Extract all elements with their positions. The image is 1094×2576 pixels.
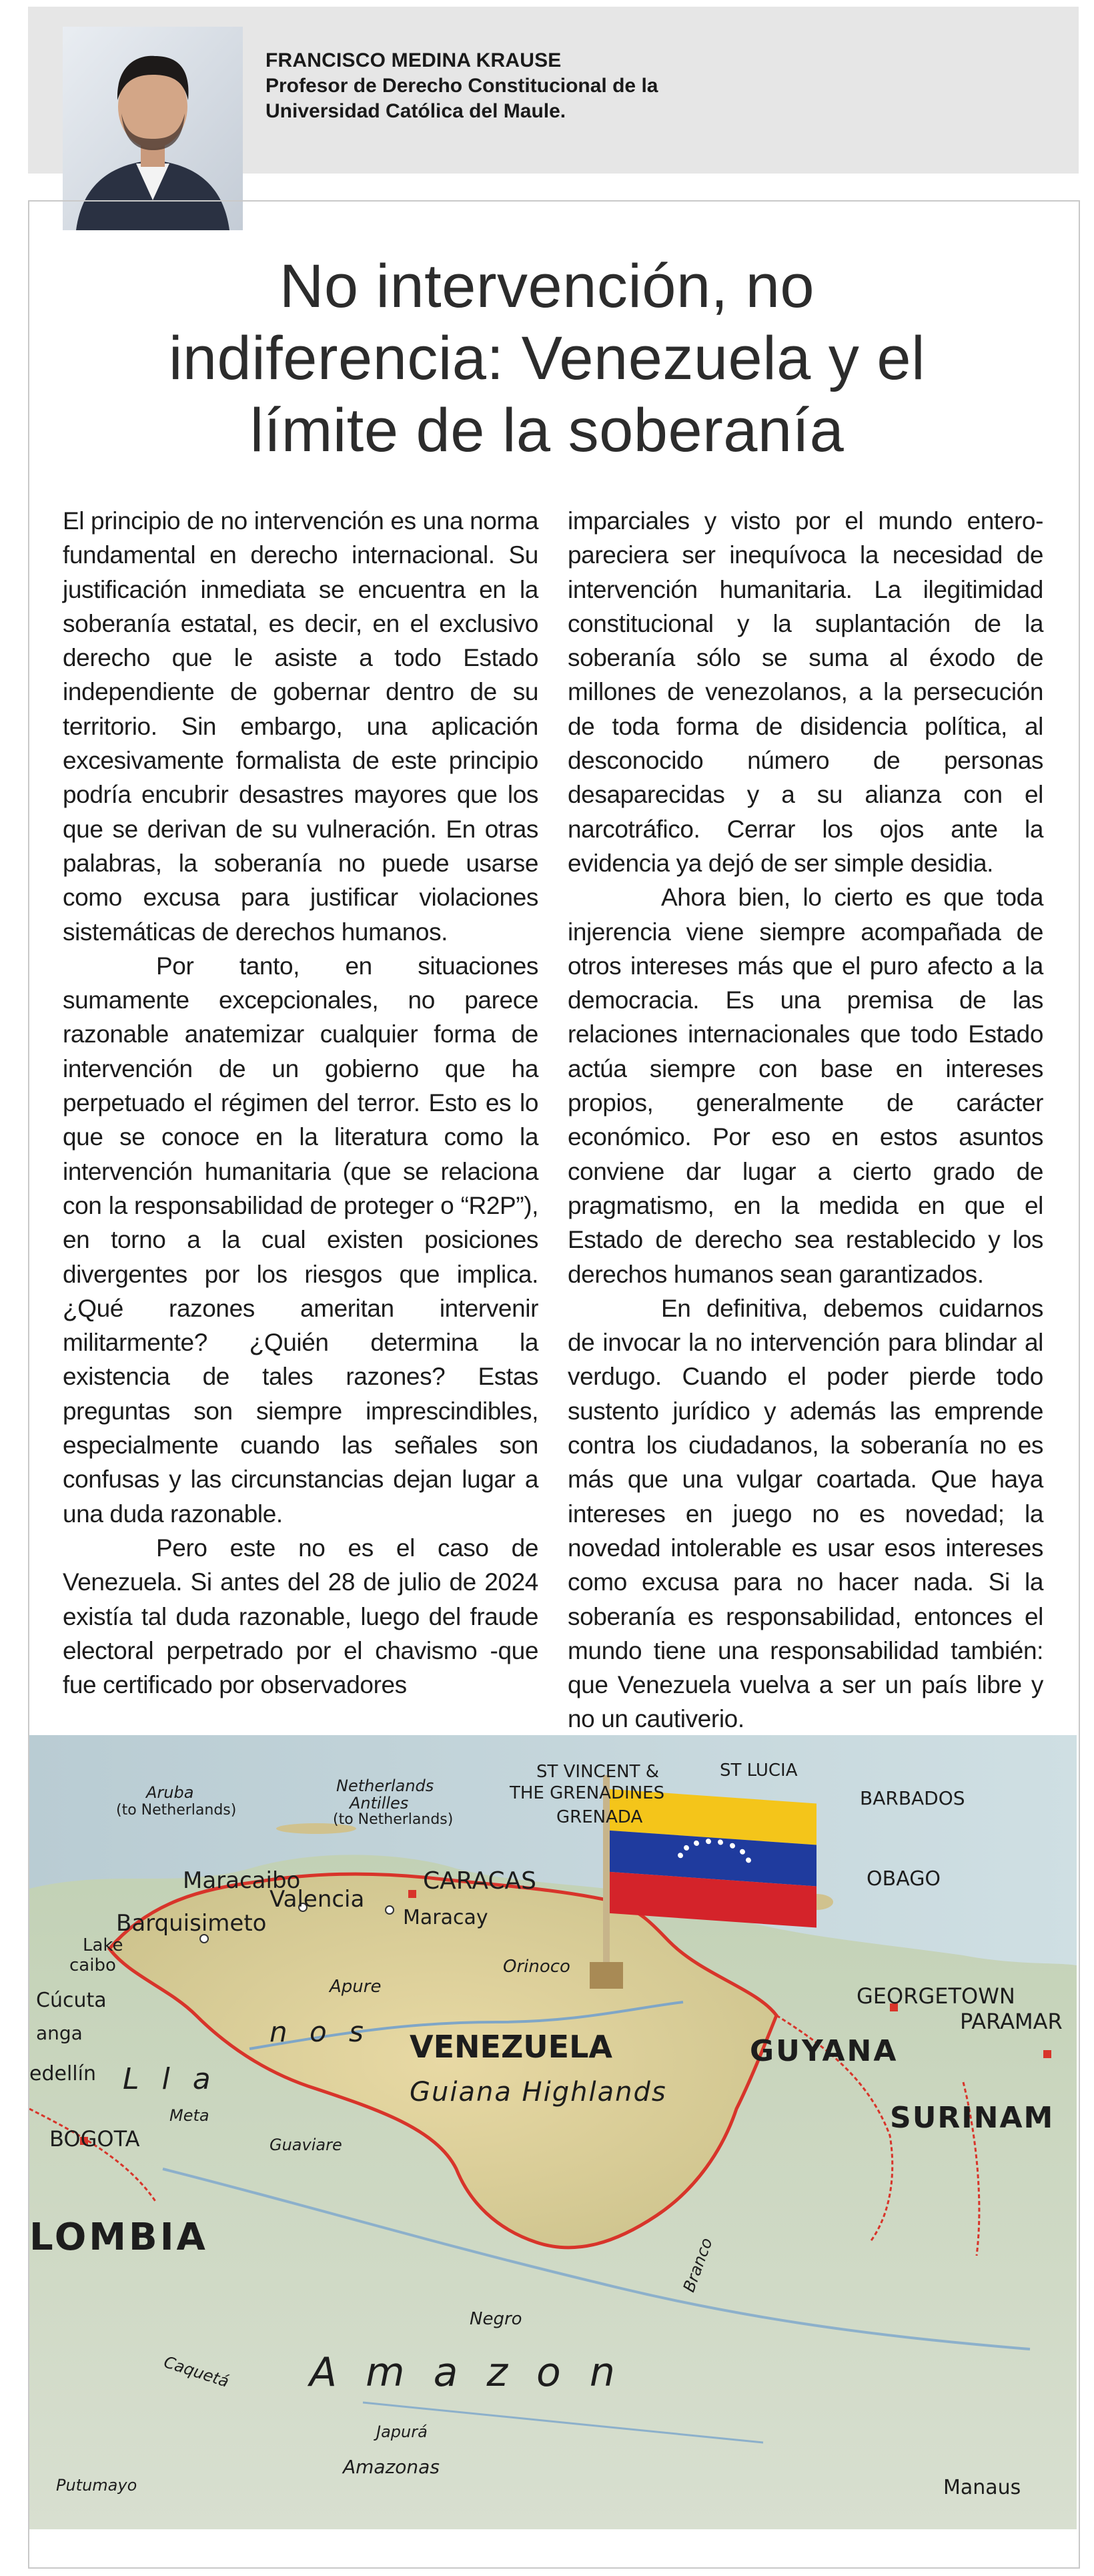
title-line-2: indiferencia: Venezuela y el	[168, 324, 926, 392]
map-label-maracay: Maracay	[403, 1906, 488, 1929]
map-label-guyana: GUYANA	[750, 2034, 899, 2068]
map-label-barquisimeto: Barquisimeto	[116, 1910, 267, 1937]
map-label-japura: Japurá	[376, 2423, 428, 2441]
map-label-manaus: Manaus	[943, 2476, 1021, 2499]
map-label-guiana-highlands: Guiana Highlands	[410, 2077, 667, 2108]
map-label-barbados: BARBADOS	[860, 1787, 965, 1809]
map-label-amazonas: Amazonas	[343, 2456, 440, 2478]
paragraph: Pero este no es el caso de Venezuela. Si antes del 28 de julio de 2024 existía tal duda razonable, luego del fraude electoral perpetrado por el chavismo -que fue certificado por observadores	[63, 1534, 538, 1699]
map-label-llanos-b: n o s	[269, 2015, 370, 2048]
map-label-colombia: LOMBIA	[29, 2216, 208, 2259]
paragraph: Por tanto, en situaciones sumamente excepcionales, no parece razonable anatemizar cualquier forma de intervención de un gobierno que ha perpetuado el régimen del terror. Esto es lo que se conoce en la literatura como la intervención humanitaria (que se relaciona con la responsabilidad de proteger o “R2P”), en torno a la cual existen posiciones divergentes por los riesgos que implica. ¿Qué razones ameritan intervenir militarmente? ¿Quién determina la existencia de tales razones? Estas preguntas son siempre imprescindibles, especialmente cuando las señales son confusas y las circunstancias dejan lugar a una duda razonable.	[63, 952, 538, 1528]
map-label-branco: Branco	[679, 2235, 716, 2295]
map-label-grenada: GRENADA	[556, 1807, 643, 1827]
article-title	[80, 250, 1014, 466]
map-label-netherlands: Netherlands	[336, 1777, 434, 1795]
map-label-orinoco: Orinoco	[503, 1957, 570, 1977]
map-label-paramaribo: PARAMAR	[960, 2009, 1063, 2034]
author-role-line-1: Profesor de Derecho Constitucional de la	[265, 75, 658, 97]
map-label-to-netherlands-1: (to Netherlands)	[116, 1802, 237, 1819]
venezuela-map-photo	[29, 1735, 1077, 2529]
article-body	[63, 504, 1043, 1736]
author-name: FRANCISCO MEDINA KRAUSE	[265, 49, 562, 71]
map-label-venezuela: VENEZUELA	[410, 2029, 612, 2065]
paragraph: El principio de no intervención es una norma fundamental en derecho internacional. Su justificación inmediata se encuentra en la soberanía estatal, es decir, en el exclusivo derecho que le asiste a todo Estado independiente de gobernar dentro de su territorio. Sin embargo, una aplicación excesivamente formalista de este principio podría encubrir desastres mayores que los que se derivan de su vulneración. En otras palabras, la soberanía no puede usarse como excusa para justificar violaciones sistemáticas de derechos humanos.	[63, 507, 538, 946]
map-label-llanos-a: L l a	[123, 2062, 217, 2096]
map-label-lake: Lake	[83, 1935, 123, 1955]
map-label-caqueta: Caquetá	[161, 2352, 231, 2391]
map-label-amazon: A m a z o n	[310, 2349, 623, 2396]
title-line-1: No intervención, no	[279, 252, 815, 320]
map-label-st-lucia: ST LUCIA	[720, 1760, 798, 1781]
article-column-right	[568, 504, 1043, 1736]
map-label-antilles: Antilles	[350, 1794, 409, 1813]
map-label-guaviare: Guaviare	[269, 2136, 342, 2154]
map-label-putumayo: Putumayo	[56, 2476, 137, 2495]
map-label-bogota: BOGOTA	[49, 2126, 140, 2152]
map-label-meta: Meta	[169, 2106, 209, 2125]
map-label-tobago: OBAGO	[867, 1867, 941, 1891]
map-label-valencia: Valencia	[269, 1886, 365, 1913]
map-label-surinam: SURINAM	[890, 2101, 1055, 2135]
map-label-cucuta: Cúcuta	[36, 1989, 107, 2012]
paragraph: imparciales y visto por el mundo entero- pareciera ser inequívoca la necesidad de intervención humanitaria. La ilegitimidad constitucional y la suplantación de la soberanía sólo se suma al éxodo de millones de venezolanos, a la persecución de toda forma de disidencia política, al desconocido número de personas desaparecidas y a su alianza con el narcotráfico. Cerrar los ojos ante la evidencia ya dejó de ser simple desidia.	[568, 507, 1043, 877]
map-label-caibo: caibo	[69, 1955, 116, 1975]
map-label-medellin: edellín	[29, 2062, 96, 2085]
map-label-negro: Negro	[470, 2309, 522, 2329]
map-label-st-vincent: ST VINCENT &	[536, 1762, 660, 1782]
map-label-georgetown: GEORGETOWN	[857, 1983, 1015, 2009]
map-label-caracas: CARACAS	[423, 1867, 536, 1895]
author-role-line-2: Universidad Católica del Maule.	[265, 100, 566, 122]
map-label-the-grenadines: THE GRENADINES	[510, 1783, 665, 1803]
author-info	[265, 48, 746, 124]
paragraph: Ahora bien, lo cierto es que toda injerencia viene siempre acompañada de otros intereses más que el puro afecto a la democracia. Es una premisa de las relaciones internacionales que todo Estado actúa siempre con base en intereses propios, generalmente de carácter económico. Por eso en estos asuntos conviene dar lugar a cierto grado de pragmatismo, en la medida en que el Estado de derecho sea restablecido y los derechos humanos sean garantizados.	[568, 884, 1043, 1288]
paragraph: En definitiva, debemos cuidarnos de invocar la no intervención para blindar al verdugo. Cuando el poder pierde todo sustento jurídico y además las emprende contra los ciudadanos, la soberanía no es más que una vulgar coartada. Que haya intereses en juego no es novedad; la novedad intolerable es usar esos intereses como excusa para no hacer nada. Si la soberanía es responsabilidad, entonces el mundo tiene una responsabilidad también: que Venezuela vuelva a ser un país libre y no un cautiverio.	[568, 1294, 1043, 1733]
map-label-to-netherlands-2: (to Netherlands)	[333, 1811, 454, 1828]
map-label-arauca: anga	[36, 2022, 83, 2044]
map-label-maracaibo: Maracaibo	[183, 1867, 301, 1894]
title-line-3: límite de la soberanía	[249, 396, 845, 464]
map-label-aruba: Aruba	[146, 1783, 194, 1802]
article-column-left	[63, 504, 538, 1736]
map-label-apure: Apure	[330, 1977, 382, 1997]
